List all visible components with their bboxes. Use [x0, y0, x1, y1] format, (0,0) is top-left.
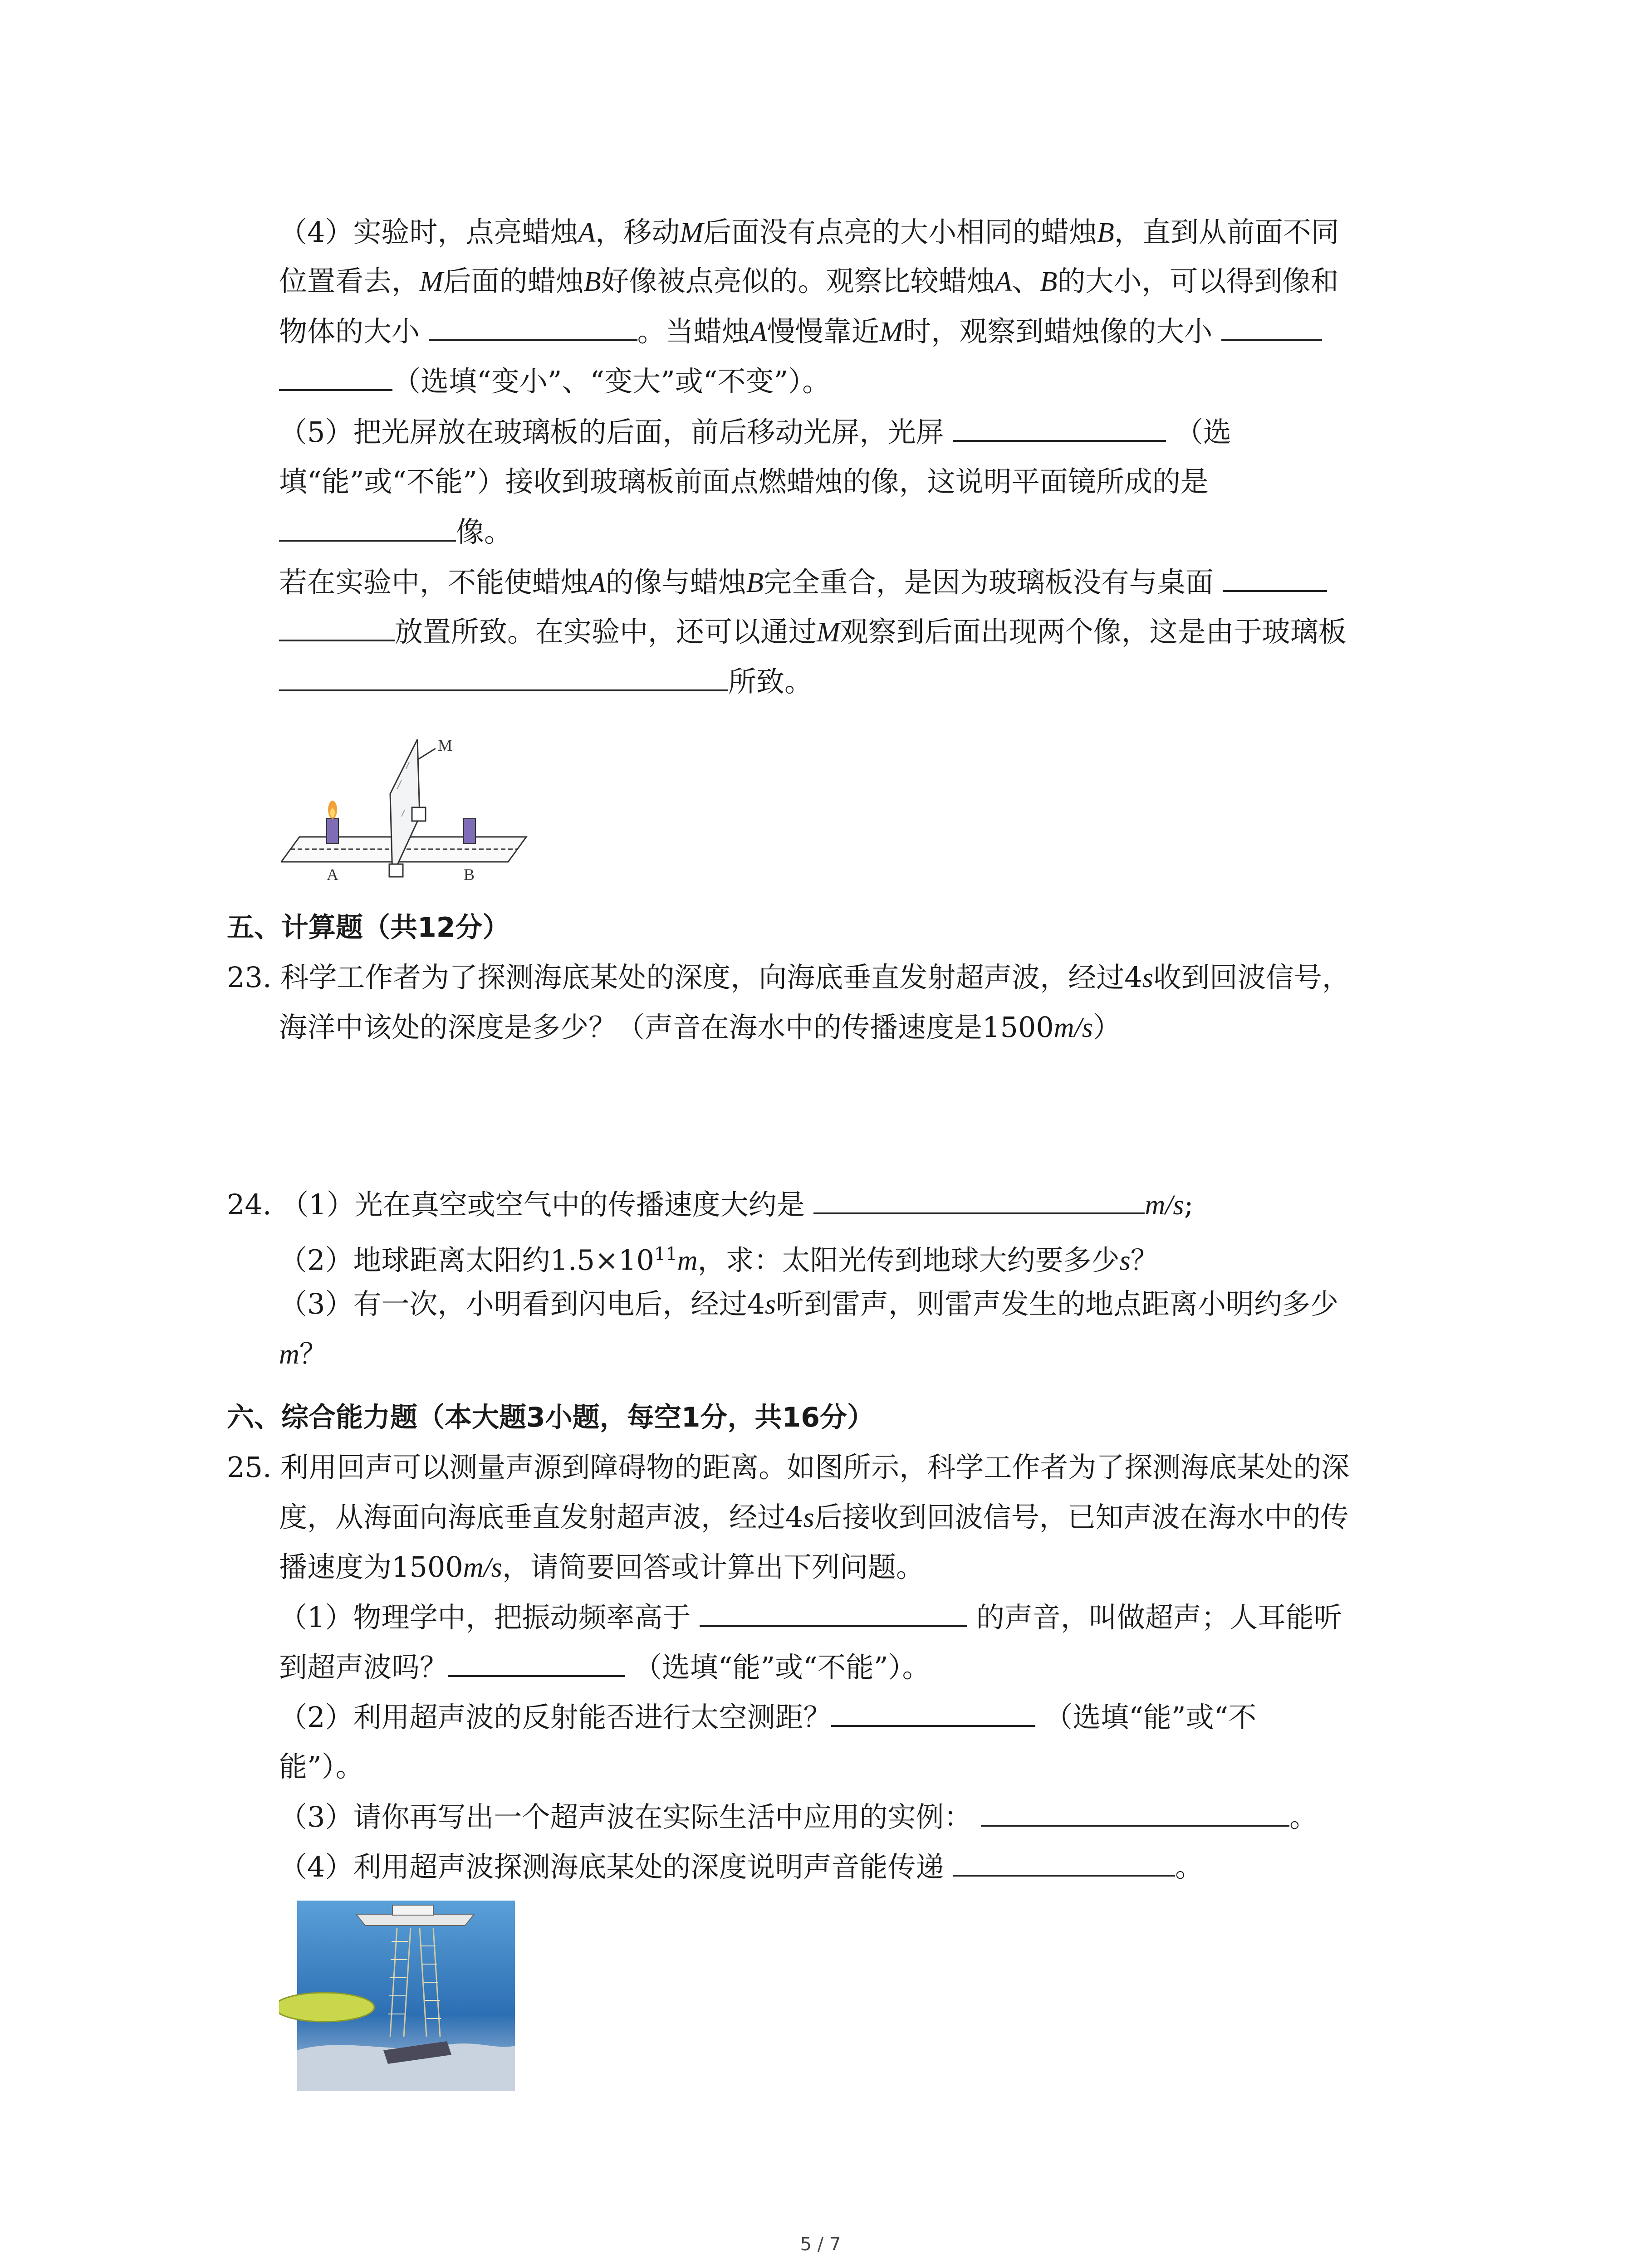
q25-p2-line2: 能”）。 [279, 1750, 364, 1783]
q22-p5-line1: （5）把光屏放在玻璃板的后面，前后移动光屏，光屏 （选 [279, 414, 1231, 450]
q22-p5-line3: 像。 [279, 513, 512, 550]
answer-blank[interactable] [1221, 313, 1322, 341]
label-a: A [327, 865, 338, 884]
mirror-experiment-figure [281, 726, 540, 889]
q25-line1: 25. 利用回声可以测量声源到障碍物的距离。如图所示，科学工作者为了探测海底某处的深 [227, 1451, 1350, 1484]
q25-p2-line1: （2）利用超声波的反射能否进行太空测距？ （选填“能”或“不 [279, 1699, 1256, 1735]
q25-p4-line: （4）利用超声波探测海底某处的深度说明声音能传递 。 [279, 1848, 1203, 1885]
q23-line2: 海洋中该处的深度是多少？（声音在海水中的传播速度是1500m/s） [279, 1011, 1121, 1044]
answer-blank[interactable] [981, 1799, 1289, 1827]
sonar-ocean-figure [279, 1901, 515, 2091]
answer-blank[interactable] [813, 1186, 1145, 1214]
q22-p4-line2: 位置看去，M后面的蜡烛B好像被点亮似的。观察比较蜡烛A、B的大小，可以得到像和 [279, 264, 1339, 298]
q22-p6-line2: 放置所致。在实验中，还可以通过M观察到后面出现两个像，这是由于玻璃板 [279, 613, 1347, 650]
answer-blank[interactable] [279, 513, 456, 542]
q24-line2: （2）地球距离太阳约$1.5\times 10^{11}m$，求：太阳光传到地球大约要多少s？ [279, 1243, 1159, 1277]
answer-blank[interactable] [953, 1848, 1175, 1877]
q24-line3: （3）有一次，小明看到闪电后，经过4s听到雷声，则雷声发生的地点距离小明约多少 [279, 1287, 1339, 1320]
answer-blank[interactable] [429, 313, 637, 341]
q22-p4-line3: 物体的大小 。当蜡烛A慢慢靠近M时，观察到蜡烛像的大小 [279, 313, 1322, 350]
label-m: M [438, 736, 453, 754]
answer-blank[interactable] [448, 1649, 625, 1677]
q22-p4-line1: （4）实验时，点亮蜡烛A，移动M后面没有点亮的大小相同的蜡烛B，直到从前面不同 [279, 215, 1339, 249]
q22-p4-line4: （选填“变小”、“变大”或“不变”）。 [279, 363, 830, 400]
page-number: 5 / 7 [800, 2234, 841, 2255]
answer-blank[interactable] [279, 663, 728, 691]
q23-line1: 23. 科学工作者为了探测海底某处的深度，向海底垂直发射超声波，经过4s收到回波信号， [227, 961, 1350, 994]
answer-blank[interactable] [279, 363, 392, 391]
q25-line3: 播速度为1500m/s，请简要回答或计算出下列问题。 [279, 1550, 924, 1584]
q25-line2: 度，从海面向海底垂直发射超声波，经过4s后接收到回波信号，已知声波在海水中的传 [279, 1501, 1349, 1534]
label-b: B [464, 865, 475, 884]
q22-p5-line2: 填“能”或“不能”）接收到玻璃板前面点燃蜡烛的像，这说明平面镜所成的是 [279, 465, 1209, 498]
answer-blank[interactable] [831, 1699, 1035, 1727]
section-title: 六、综合能力题（本大题3小题，每空1分，共16分） [227, 1402, 874, 1433]
q25-p1-line2: 到超声波吗？ （选填“能”或“不能”）。 [279, 1649, 931, 1686]
answer-blank[interactable] [279, 613, 395, 641]
q22-p6-line3: 所致。 [279, 663, 813, 700]
answer-blank[interactable] [700, 1599, 967, 1627]
answer-blank[interactable] [1223, 564, 1327, 592]
q24-line4: m？ [279, 1337, 328, 1370]
q22-p6-line1: 若在实验中，不能使蜡烛A的像与蜡烛B完全重合，是因为玻璃板没有与桌面 [279, 564, 1327, 601]
answer-blank[interactable] [953, 414, 1166, 442]
q24-line1: 24. （1）光在真空或空气中的传播速度大约是 m/s; [227, 1186, 1194, 1223]
q25-p1-line1: （1）物理学中，把振动频率高于 的声音，叫做超声；人耳能听 [279, 1599, 1342, 1636]
q25-p3-line: （3）请你再写出一个超声波在实际生活中应用的实例： 。 [279, 1799, 1318, 1835]
section-title: 五、计算题（共12分） [227, 912, 510, 943]
